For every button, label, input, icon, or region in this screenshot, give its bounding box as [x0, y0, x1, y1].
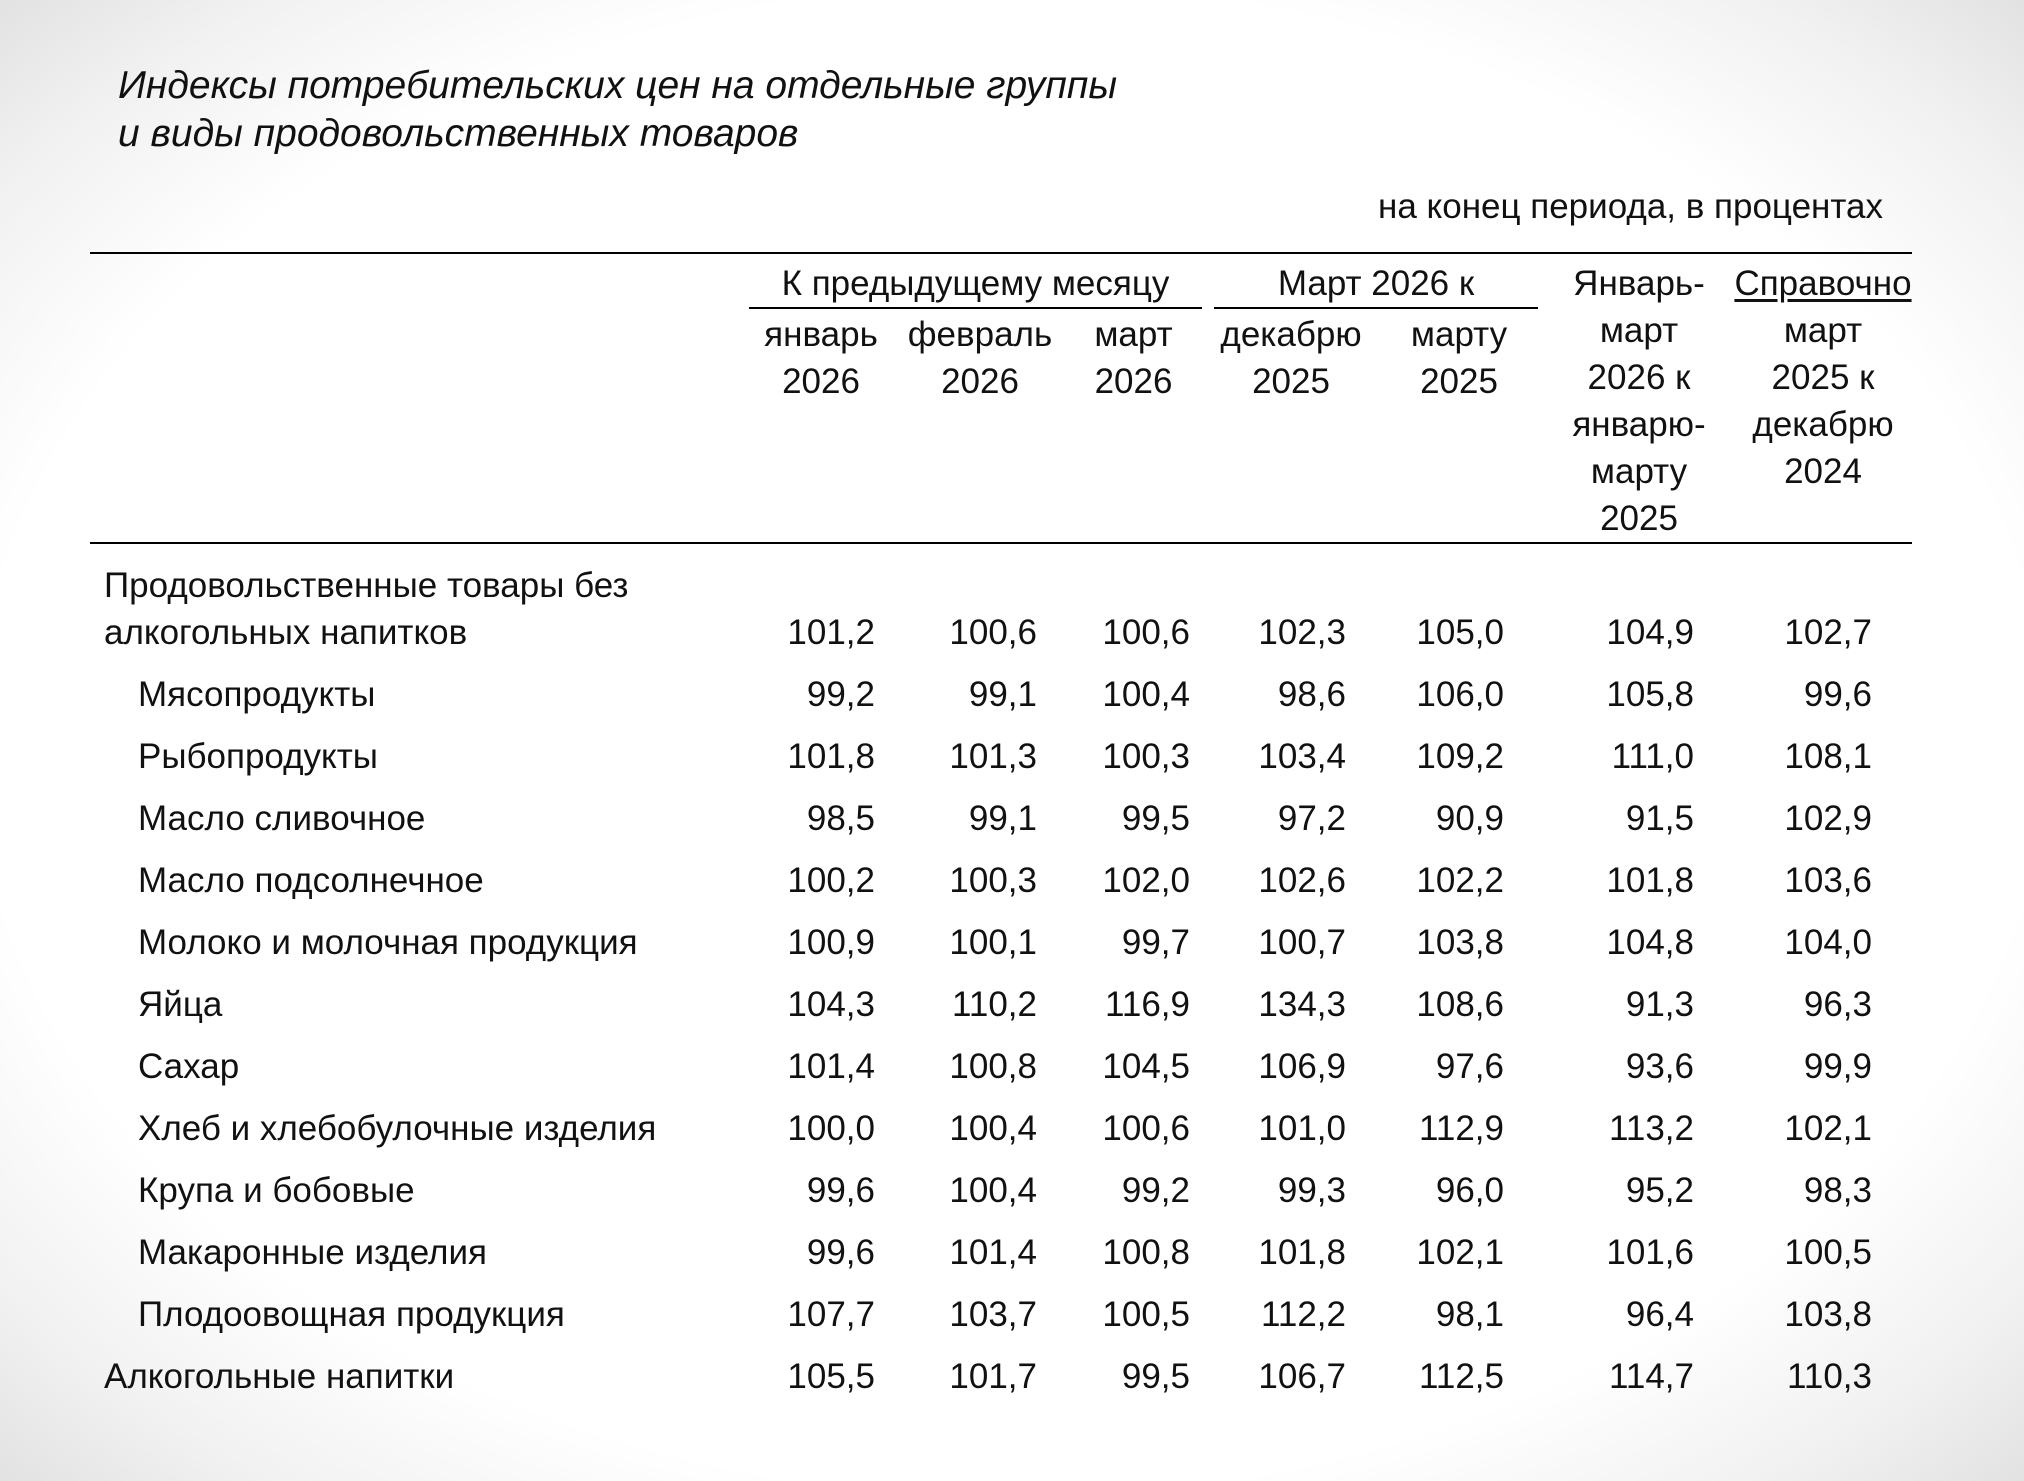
- table-row: [90, 1090, 1912, 1152]
- table-cell: 104,5: [1102, 1047, 1190, 1086]
- table-cell: 99,6: [806, 1233, 875, 1272]
- table-cell: 103,7: [949, 1295, 1037, 1334]
- table-cell: 102,0: [1102, 861, 1190, 900]
- table-cell: 99,3: [1277, 1171, 1346, 1210]
- table-cell: 98,5: [806, 799, 875, 838]
- table-cell: 101,2: [787, 613, 875, 652]
- table-cell: 100,6: [1102, 613, 1190, 652]
- table-cell: 113,2: [1609, 1109, 1694, 1148]
- table-cell: 98,6: [1277, 675, 1346, 714]
- table-cell: 101,6: [1606, 1233, 1694, 1272]
- header-mar-2025: марту 2025: [1374, 311, 1544, 543]
- table-cell: 111,0: [1611, 737, 1694, 776]
- table-cell: 102,1: [1416, 1233, 1504, 1272]
- table-cell: 100,8: [949, 1047, 1037, 1086]
- table-cell: 107,7: [787, 1295, 875, 1334]
- table-cell: 99,1: [968, 799, 1037, 838]
- header-reference: Справочно март 2025 к декабрю 2024: [1734, 253, 1912, 543]
- table-cell: 100,5: [1784, 1233, 1872, 1272]
- table-header: [90, 253, 1912, 543]
- header-group-march-2026: Март 2026 к: [1208, 253, 1544, 311]
- table-cell: 105,0: [1416, 613, 1504, 652]
- table-cell: 102,9: [1784, 799, 1872, 838]
- table-row: [90, 1028, 1912, 1090]
- header-stub: [90, 253, 741, 543]
- row-label: Мясопродукты: [138, 675, 376, 714]
- table-cell: 97,2: [1277, 799, 1346, 838]
- table-cell: 102,3: [1258, 613, 1346, 652]
- table-row: [90, 842, 1912, 904]
- table-cell: 99,2: [806, 675, 875, 714]
- table-cell: 99,6: [1803, 675, 1872, 714]
- table-row: [90, 1338, 1912, 1400]
- table-cell: 96,4: [1625, 1295, 1694, 1334]
- title-line-1: Индексы потребительских цен на отдельные группы: [118, 64, 1118, 107]
- table-row: [90, 1214, 1912, 1276]
- table-cell: 100,2: [787, 861, 875, 900]
- table-row: [90, 904, 1912, 966]
- header-reference-label: Справочно: [1734, 264, 1912, 303]
- table-cell: 100,3: [949, 861, 1037, 900]
- table-row: [90, 718, 1912, 780]
- row-label: Плодоовощная продукция: [138, 1295, 565, 1334]
- table-cell: 101,7: [949, 1357, 1037, 1396]
- table-cell: 101,0: [1258, 1109, 1346, 1148]
- table-cell: 100,6: [949, 613, 1037, 652]
- table-cell: 103,8: [1784, 1295, 1872, 1334]
- table-cell: 100,0: [787, 1109, 875, 1148]
- table-cell: 95,2: [1625, 1171, 1694, 1210]
- table-cell: 99,2: [1121, 1171, 1190, 1210]
- table-cell: 104,9: [1606, 613, 1694, 652]
- table-cell: 101,8: [1258, 1233, 1346, 1272]
- table-cell: 98,3: [1803, 1171, 1872, 1210]
- table-cell: 90,9: [1435, 799, 1504, 838]
- header-march-2026: март 2026: [1059, 311, 1208, 543]
- table-cell: 102,2: [1416, 861, 1504, 900]
- table-cell: 99,5: [1121, 799, 1190, 838]
- table-cell: 101,4: [949, 1233, 1037, 1272]
- table-cell: 97,6: [1435, 1047, 1504, 1086]
- cpi-food-table: [90, 252, 1912, 1400]
- table-cell: 100,4: [1102, 675, 1190, 714]
- header-dec-2025: декабрю 2025: [1208, 311, 1374, 543]
- table-cell: 109,2: [1416, 737, 1504, 776]
- table-cell: 116,9: [1105, 985, 1190, 1024]
- table-cell: 99,5: [1121, 1357, 1190, 1396]
- row-label: Крупа и бобовые: [138, 1171, 415, 1210]
- row-label: Хлеб и хлебобулочные изделия: [138, 1109, 657, 1148]
- page-title: [118, 62, 1117, 158]
- table-cell: 100,8: [1102, 1233, 1190, 1272]
- table-cell: 96,3: [1803, 985, 1872, 1024]
- title-line-2: и виды продовольственных товаров: [118, 112, 799, 155]
- table-cell: 103,6: [1784, 861, 1872, 900]
- table-cell: 106,9: [1258, 1047, 1346, 1086]
- row-label: Молоко и молочная продукция: [138, 923, 638, 962]
- row-label: Масло подсолнечное: [138, 861, 484, 900]
- table-row: [90, 966, 1912, 1028]
- table-cell: 110,3: [1787, 1357, 1872, 1396]
- table-cell: 134,3: [1258, 985, 1346, 1024]
- table-cell: 114,7: [1609, 1357, 1694, 1396]
- row-label: Яйца: [138, 985, 223, 1024]
- table-cell: 112,9: [1419, 1109, 1504, 1148]
- table-cell: 101,3: [949, 737, 1037, 776]
- table-cell: 103,8: [1416, 923, 1504, 962]
- table-cell: 101,8: [787, 737, 875, 776]
- table-body: [90, 543, 1912, 1400]
- table-cell: 112,5: [1419, 1357, 1504, 1396]
- table-cell: 110,2: [952, 985, 1037, 1024]
- table-cell: 93,6: [1625, 1047, 1694, 1086]
- table-cell: 102,6: [1258, 861, 1346, 900]
- table-cell: 106,0: [1416, 675, 1504, 714]
- table-cell: 100,9: [787, 923, 875, 962]
- table-cell: 98,1: [1435, 1295, 1504, 1334]
- table-cell: 100,6: [1102, 1109, 1190, 1148]
- row-label: Продовольственные товары без алкогольных напитков: [104, 566, 629, 652]
- table-cell: 104,3: [787, 985, 875, 1024]
- header-group-prev-month: К предыдущему месяцу: [741, 253, 1208, 311]
- table-cell: 99,1: [968, 675, 1037, 714]
- row-label: Рыбопродукты: [138, 737, 378, 776]
- table-cell: 101,8: [1606, 861, 1694, 900]
- table-cell: 105,5: [787, 1357, 875, 1396]
- table-cell: 102,7: [1784, 613, 1872, 652]
- table-row: [90, 1152, 1912, 1214]
- row-label: Сахар: [138, 1047, 240, 1086]
- table-cell: 102,1: [1784, 1109, 1872, 1148]
- table-cell: 108,1: [1784, 737, 1872, 776]
- table-cell: 103,4: [1258, 737, 1346, 776]
- table-cell: 112,2: [1261, 1295, 1346, 1334]
- table-cell: 105,8: [1606, 675, 1694, 714]
- table-cell: 100,1: [949, 923, 1037, 962]
- table-row: [90, 1276, 1912, 1338]
- row-label: Масло сливочное: [138, 799, 426, 838]
- table-cell: 104,0: [1784, 923, 1872, 962]
- table-cell: 99,9: [1803, 1047, 1872, 1086]
- table-cell: 104,8: [1606, 923, 1694, 962]
- table-cell: 91,5: [1625, 799, 1694, 838]
- table-cell: 96,0: [1435, 1171, 1504, 1210]
- table-cell: 100,4: [949, 1109, 1037, 1148]
- header-jan-mar: Январь- март 2026 к январю- марту 2025: [1544, 253, 1734, 543]
- table-cell: 99,7: [1121, 923, 1190, 962]
- header-january-2026: январь 2026: [741, 311, 901, 543]
- table-cell: 108,6: [1416, 985, 1504, 1024]
- table-cell: 101,4: [787, 1047, 875, 1086]
- row-label: Макаронные изделия: [138, 1233, 487, 1272]
- table-cell: 91,3: [1625, 985, 1694, 1024]
- units-note: на конец периода, в процентах: [1378, 187, 1883, 226]
- header-february-2026: февраль 2026: [901, 311, 1059, 543]
- row-label: Алкогольные напитки: [104, 1357, 455, 1396]
- table-cell: 106,7: [1258, 1357, 1346, 1396]
- table-row: [90, 656, 1912, 718]
- table-cell: 99,6: [806, 1171, 875, 1210]
- table-cell: 100,5: [1102, 1295, 1190, 1334]
- table-row: [90, 780, 1912, 842]
- table-cell: 100,4: [949, 1171, 1037, 1210]
- table-cell: 100,7: [1258, 923, 1346, 962]
- table-cell: 100,3: [1102, 737, 1190, 776]
- table-row: [90, 543, 1912, 656]
